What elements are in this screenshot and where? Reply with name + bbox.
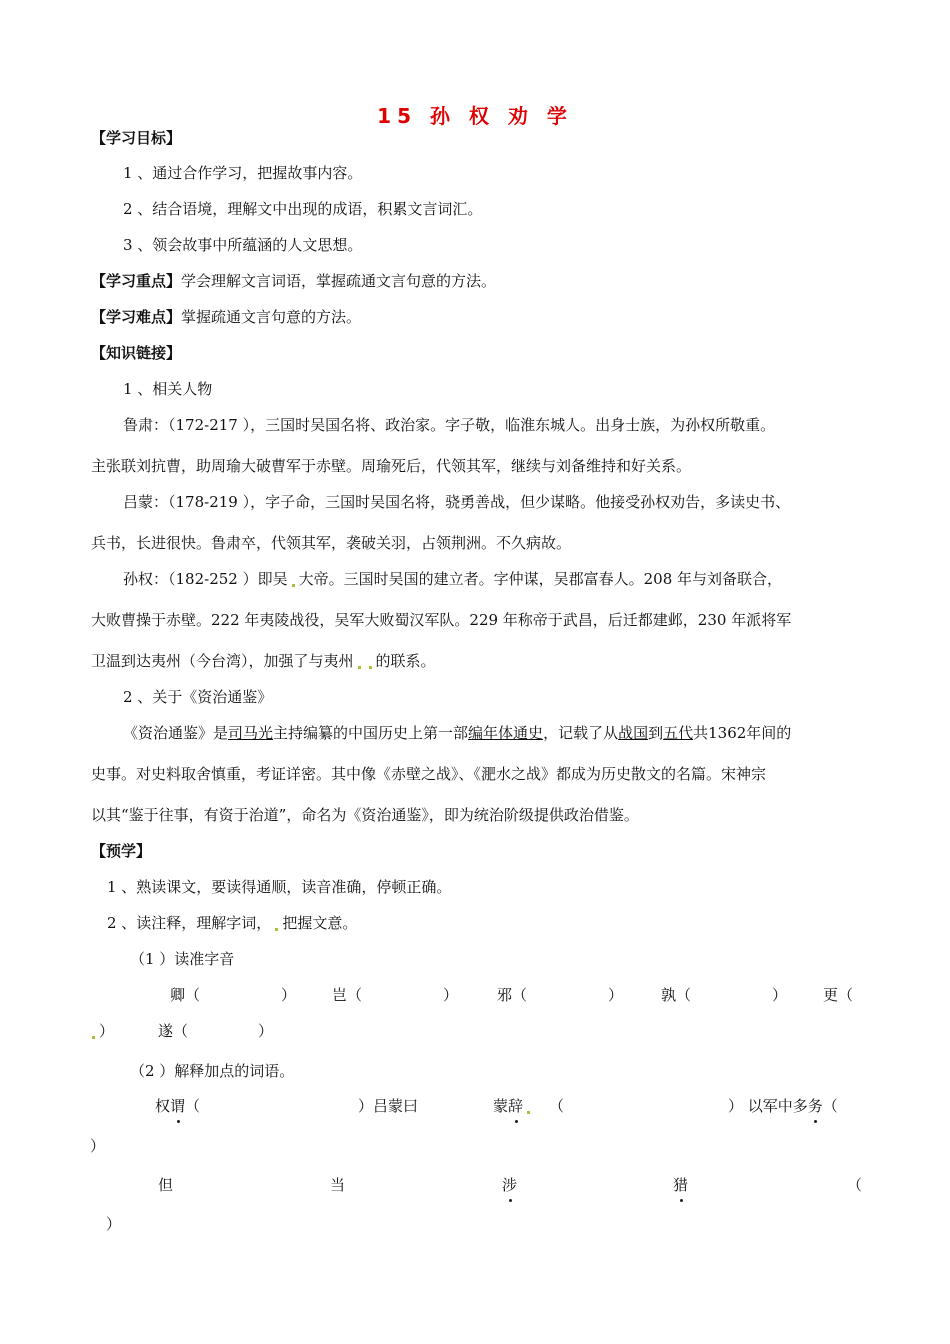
- green-dot-mark: [358, 666, 361, 669]
- zztj-text: 《资治通鉴》是: [123, 724, 229, 742]
- lusu-line-1: 鲁肃：（172-217 ），三国时吴国名将、政治家。字子敬，临淮东城人。出身士族，为孙权所敬重。: [123, 416, 776, 434]
- zztj-text: ，记载了从: [543, 724, 619, 742]
- focus-line: [91, 271, 496, 291]
- focus-label: 【学习重点】: [91, 272, 182, 290]
- zztj-line-2: 史事。对史料取舍慎重，考证详密。其中像《赤壁之战》、《淝水之战》都成为历史散文的名篇。宋神宗: [91, 765, 767, 783]
- blank-close: ）: [90, 1137, 106, 1155]
- word-dan: 但: [158, 1176, 174, 1194]
- sunquan-text-b: 大帝。三国时吴国的建立者。字仲谋，吴郡富春人。208 年与刘备联合，: [298, 570, 783, 588]
- blank-close: ）: [258, 1022, 274, 1040]
- dotted-word: 谓: [170, 1097, 186, 1115]
- sunquan-line-3: [91, 651, 436, 671]
- green-dot-mark: [275, 928, 278, 931]
- sunquan-line-1: [123, 569, 782, 589]
- blank-open: （: [185, 1097, 201, 1115]
- sunquan-text-a: 孙权：（182-252 ）即吴: [123, 570, 288, 588]
- difficulty-label: 【学习难点】: [91, 308, 182, 326]
- preview-sub-2: （2 ）解释加点的词语。: [130, 1062, 295, 1080]
- blank-close: ）: [99, 1022, 115, 1040]
- preview-item-2-text-a: 2 、读注释，理解字词，: [107, 914, 272, 932]
- underlined-term: 司马光: [228, 724, 274, 742]
- blank-open: （: [549, 1097, 565, 1115]
- word-text: 权: [155, 1097, 171, 1115]
- word-lie: [673, 1175, 688, 1195]
- green-dot-mark: [292, 584, 295, 587]
- difficulty-line: [91, 307, 361, 327]
- blank-close: ）: [608, 986, 624, 1004]
- goal-item-3: 3 、领会故事中所蕴涵的人文思想。: [123, 236, 363, 254]
- preview-item-1: 1 、熟读课文，要读得通顺，读音准确，停顿正确。: [107, 878, 452, 896]
- underlined-term: 编年体通史: [468, 724, 544, 742]
- lvmeng-line-2: 兵书，长进很快。鲁肃卒，代领其军，袭破关羽，占领荆洲。不久病故。: [91, 534, 572, 552]
- lusu-line-2: 主张联刘抗曹，助周瑜大破曹军于赤壁。周瑜死后，代领其军，继续与刘备维持和好关系。: [91, 457, 692, 475]
- knowledge-sub-1: 1 、相关人物: [123, 380, 213, 398]
- preview-item-2: [107, 913, 357, 933]
- lvmeng-line-1: 吕蒙：（178-219 ），字子命，三国时吴国名将，骁勇善战，但少谋略。他接受孙权劝告，多读史书、: [123, 493, 791, 511]
- zztj-line-3: 以其“鉴于往事，有资于治道”，命名为《资治通鉴》，即为统治阶级提供政治借鉴。: [91, 806, 639, 824]
- char-qing: 卿（: [170, 986, 201, 1004]
- char-line-2: [88, 1021, 114, 1041]
- word-text: 蒙: [493, 1097, 509, 1115]
- char-sui: 遂（: [158, 1022, 189, 1040]
- goal-item-1: 1 、通过合作学习，把握故事内容。: [123, 164, 363, 182]
- dotted-word: 猎: [673, 1176, 689, 1194]
- dotted-word: 涉: [502, 1176, 518, 1194]
- word-quanwei: [155, 1096, 200, 1116]
- sunquan-text-d: 的联系。: [375, 652, 436, 670]
- char-geng: 更（: [823, 986, 854, 1004]
- difficulty-text: 掌握疏通文言句意的方法。: [181, 308, 362, 326]
- char-xie: 邪（: [497, 986, 528, 1004]
- green-dot-mark: [369, 666, 372, 669]
- sunquan-line-2: 大败曹操于赤壁。222 年夷陵战役，吴军大败蜀汉军队。229 年称帝于武昌，后迁都建邺，230 年派将军: [91, 611, 792, 629]
- blank-close: ）: [106, 1215, 122, 1233]
- zztj-text: 共1362年间的: [693, 724, 792, 742]
- blank-close: ）: [281, 986, 297, 1004]
- underlined-term: 战国: [618, 724, 649, 742]
- word-text: ） 以军中多: [728, 1097, 808, 1115]
- blank-close: ）: [443, 986, 459, 1004]
- blank-open: （: [847, 1176, 863, 1194]
- word-she: [502, 1175, 517, 1195]
- underlined-term: 五代: [663, 724, 694, 742]
- zztj-text: 到: [648, 724, 664, 742]
- preview-header: 【预学】: [91, 842, 152, 860]
- page-title: 15 孙 权 劝 学: [377, 104, 573, 128]
- word-lvmengyue: ）吕蒙曰: [358, 1097, 419, 1115]
- focus-text: 学会理解文言词语，掌握疏通文言句意的方法。: [181, 272, 497, 290]
- green-dot-mark: [92, 1036, 95, 1039]
- char-shu: 孰（: [661, 986, 692, 1004]
- green-dot-mark: [527, 1111, 530, 1114]
- blank-open: （: [822, 1097, 838, 1115]
- zztj-text: 主持编纂的中国历史上第一部: [273, 724, 469, 742]
- preview-item-2-text-b: 把握文意。: [282, 914, 358, 932]
- word-mengci: [493, 1096, 534, 1116]
- dotted-word: 务: [807, 1097, 823, 1115]
- blank-close: ）: [772, 986, 788, 1004]
- knowledge-sub-2: 2 、关于《资治通鉴》: [123, 688, 273, 706]
- goals-header: 【学习目标】: [91, 129, 182, 147]
- word-duowu: [728, 1096, 838, 1116]
- word-dang: 当: [330, 1176, 346, 1194]
- sunquan-text-c: 卫温到达夷州（今台湾），加强了与夷州: [91, 652, 354, 670]
- char-qi: 岂（: [332, 986, 363, 1004]
- knowledge-header: 【知识链接】: [91, 344, 182, 362]
- zztj-line-1: [123, 723, 791, 743]
- dotted-word: 辞: [508, 1097, 524, 1115]
- goal-item-2: 2 、结合语境，理解文中出现的成语，积累文言词汇。: [123, 200, 483, 218]
- preview-sub-1: （1 ）读准字音: [130, 950, 235, 968]
